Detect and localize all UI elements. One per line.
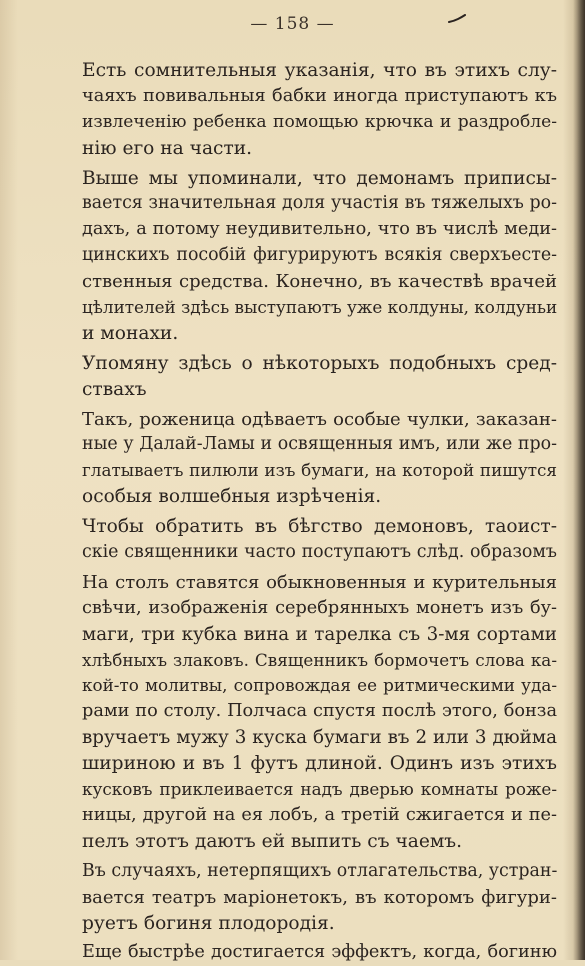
text-line: Выше мы упоминали, что демонамъ приписы- <box>82 167 557 189</box>
text-line: Еще быстрѣе достигается эффектъ, когда, богиню <box>82 942 557 963</box>
text-line: дахъ, а потому неудивительно, что въ числѣ меди- <box>82 219 557 240</box>
text-line: вручаетъ мужу 3 куска бумаги въ 2 или 3 дюйма <box>82 727 557 749</box>
text-line: цѣлителей здѣсь выступаютъ уже колдуны, колдуньи <box>82 297 558 318</box>
paragraph <box>82 166 557 347</box>
text-line: маги, три кубка вина и тарелка съ 3-мя сортами <box>82 623 557 645</box>
text-line: пелъ этотъ даютъ ей выпить съ чаемъ. <box>82 830 463 852</box>
text-line: свѣчи, изображенія серебрянныхъ монетъ изъ бу- <box>82 597 557 618</box>
text-line: скіе священники часто поступаютъ слѣд. образомъ <box>82 542 557 563</box>
text-line: чаяхъ повивальныя бабки иногда приступаютъ къ <box>82 85 557 106</box>
body-text <box>82 58 557 966</box>
paragraph <box>82 570 557 855</box>
text-line: кой-то молитвы, сопровождая ее ритмическими уда- <box>82 675 557 696</box>
text-line: На столъ ставятся обыкновенныя и курительныя <box>82 571 557 593</box>
text-line: особыя волшебныя изрѣченія. <box>82 486 382 508</box>
paragraph <box>82 58 557 162</box>
pen-mark-icon <box>448 14 466 24</box>
paragraph <box>82 351 557 403</box>
text-line: Чтобы обратить въ бѣгство демоновъ, таоист- <box>82 516 557 538</box>
text-line: извлеченію ребенка помощью крючка и раздробле- <box>82 111 557 132</box>
text-line: Такъ, роженица одѣваетъ особые чулки, заказан- <box>82 408 557 430</box>
paragraph <box>82 859 557 937</box>
paragraph <box>82 407 557 511</box>
text-line: вается значительная доля участія въ тяжелыхъ ро- <box>82 193 557 214</box>
text-line: Въ случаяхъ, нетерпящихъ отлагательства, устран- <box>82 860 558 881</box>
paragraph <box>82 514 557 566</box>
text-line: ственныя средства. Конечно, въ качествѣ врачей <box>82 271 557 293</box>
text-line: Упомяну здѣсь о нѣкоторыхъ подобныхъ сред- <box>82 352 557 374</box>
text-line: руетъ богиня плодородія. <box>82 912 335 934</box>
text-line: хлѣбныхъ злаковъ. Священникъ бормочетъ слова ка- <box>82 649 557 670</box>
text-line: нію его на части. <box>82 137 253 159</box>
text-line: рами по столу. Полчаса спустя послѣ этого, бонза <box>82 701 557 722</box>
text-line: вается театръ маріонетокъ, въ которомъ фигури- <box>82 886 557 908</box>
page-edge-shadow <box>573 0 585 960</box>
paragraph <box>82 940 557 966</box>
page-number: — 158 — <box>250 14 335 34</box>
text-line: кусковъ приклеивается надъ дверью комнаты роже- <box>82 779 557 800</box>
text-line: ницы, другой на ея лобъ, а третій сжигается и пе- <box>82 804 557 825</box>
text-line: ные у Далай-Ламы и освященныя имъ, или же про- <box>82 434 557 455</box>
text-line: глатываетъ пилюли изъ бумаги, на которой пишутся <box>82 460 557 481</box>
text-line: цинскихъ пособій фигурируютъ всякія сверхъесте- <box>82 245 557 266</box>
text-line: Есть сомнительныя указанія, что въ этихъ слу- <box>82 60 557 81</box>
text-line: ствахъ <box>82 378 147 400</box>
text-line: и монахи. <box>82 322 179 344</box>
text-line: шириною и въ 1 футъ длиной. Одинъ изъ этихъ <box>82 753 557 775</box>
